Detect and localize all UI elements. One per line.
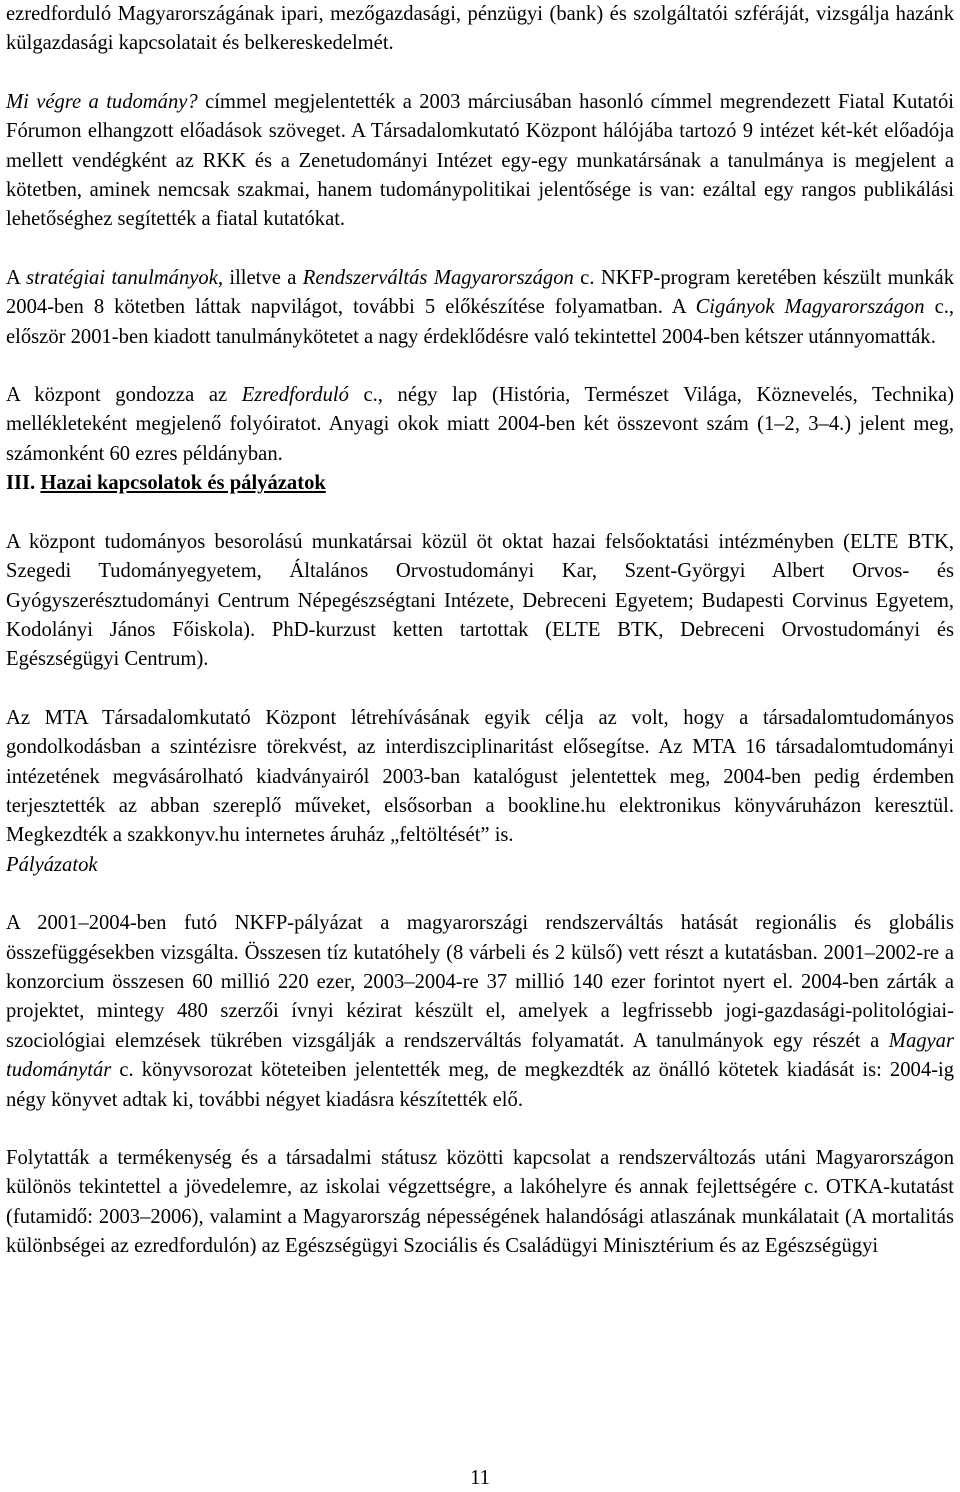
book-title: Cigányok Magyarországon: [695, 296, 925, 319]
paragraph-ezredfordulo: [6, 381, 954, 469]
paragraph-nkfp: [6, 909, 954, 1115]
book-title: Mi végre a tudomány?: [6, 90, 198, 113]
document-page: [6, 0, 954, 1262]
paragraph-text: A központ gondozza az: [6, 384, 242, 407]
paragraph-synthesis: Az MTA Társadalomkutató Központ létrehívásának egyik célja az volt, hogy a társadalomtudományos gondolkodásban a szintézisre törekvést, az interdiszciplinaritást elősegítse. Az MTA 16 társadalomtudományi intézetének megvásárolható kiadványairól 2003-ban katalógust jelentettek meg, 2004-ben pedig érdemben terjesztették az abban szereplő műveket, elsősorban a bookline.hu elektronikus könyváruházon keresztül. Megkezdték a szakkonyv.hu internetes áruház „feltöltését” is.: [6, 706, 954, 847]
paragraph-text: c., négy lap (História, Természet Világa, Köznevelés, Technika) mellékleteként megjelenő folyóiratot. Anyagi okok miatt 2004-ben két összevont szám (1–2, 3–4.) jelent meg, számonként 60 ezres példányban.: [6, 384, 954, 465]
series-title: Rendszerváltás Magyarországon: [302, 266, 574, 289]
section-number: III.: [6, 472, 36, 495]
paragraph-text: A 2001–2004-ben futó NKFP-pályázat a magyarországi rendszerváltás hatását regionális és globális összefüggésekben vizsgálta. Összesen tíz kutatóhely (8 várbeli és 2 külső) vett részt a kutatásban. 2001–2002-re a konzorcium összesen 60 millió 220 ezer, 2003–2004-re 37 millió 140 ezer forintot nyert el. 2004-ben zárták a projektet, mintegy 480 szerzői ívnyi kézirat készült el, amelyek a legfrissebb jogi-gazdasági-politológiai-szociológiai elemzések tükrében vizsgálják a rendszerváltás folyamatát. A tanulmányok egy részét a: [6, 912, 954, 1052]
section-heading: [6, 469, 954, 498]
series-title: stratégiai tanulmányok,: [26, 266, 223, 289]
paragraph-teaching: A központ tudományos besorolású munkatársai közül öt oktat hazai felsőoktatási intézményben (ELTE BTK, Szegedi Tudományegyetem, Általános Orvostudományi Kar, Szent-Györgyi Albert Orvos- és Gyógyszerésztudományi Centrum Népegészségtani Intézete, Debreceni Egyetem; Budapesti Corvinus Egyetem, Kodolányi János Főiskola). PhD-kurzust ketten tartottak (ELTE BTK, Debreceni Orvostudományi és Egészségügyi Centrum).: [6, 530, 954, 671]
series-title: Magyar tudománytár: [6, 1029, 954, 1082]
paragraph-text: c., először 2001-ben kiadott tanulmánykötetet a nagy érdeklődésre való tekintettel 2004-ben kétszer utánnyomatták.: [6, 296, 955, 348]
paragraph-text: c. könyvsorozat köteteiben jelentették meg, de megkezdték az önálló kötetek kiadását is: 2004-ig négy könyvet adtak ki, további négyet kiadásra készítették elő.: [6, 1059, 954, 1111]
paragraph-mi-vegre: [6, 88, 954, 235]
paragraph-text: illetve a: [222, 266, 303, 289]
paragraph-text: c. NKFP-program keretében készült munkák 2004-ben 8 kötetben láttak napvilágot, további 5 előkészítése folyamatban. A: [6, 266, 954, 319]
subsection-heading: Pályázatok: [6, 853, 98, 876]
paragraph-text: A: [6, 266, 27, 289]
journal-title: Ezredforduló: [241, 384, 349, 407]
section-title: Hazai kapcsolatok és pályázatok: [40, 472, 326, 495]
paragraph-economy-continuation: ezredforduló Magyarországának ipari, mezőgazdasági, pénzügyi (bank) és szolgáltatói szféráját, vizsgálja hazánk külgazdasági kapcsolatait és belkereskedelmét.: [6, 3, 954, 55]
paragraph-text: címmel megjelentették a 2003 márciusában hasonló címmel megrendezett Fiatal Kutatói Fórumon elhangzott előadások szöveget. A Társadalomkutató Központ hálójába tartozó 9 intézet két-két előadója mellett vendégként az RKK és a Zenetudományi Intézet egy-egy munkatársának a tanulmánya is megjelent a kötetben, aminek nemcsak szakmai, hanem tudománypolitikai jelentősége is van: ezáltal egy rangos publikálási lehetőséghez segítették a fiatal kutatókat.: [6, 90, 954, 231]
page-number: 11: [470, 1467, 490, 1489]
paragraph-fertility: Folytatták a termékenység és a társadalmi státusz közötti kapcsolat a rendszerváltozás utáni Magyarországon különös tekintettel a jövedelemre, az iskolai végzettségre, a lakóhelyre és annak fejlettségére c. OTKA-kutatást (futamidő: 2003–2006), valamint a Magyarország népességének halandósági atlaszának munkálatait (A mortalitás különbségei az ezredfordulón) az Egészségügyi Szociális és Családügyi Minisztérium és az Egészségügyi: [6, 1147, 954, 1258]
paragraph-strategic-studies: [6, 264, 954, 352]
